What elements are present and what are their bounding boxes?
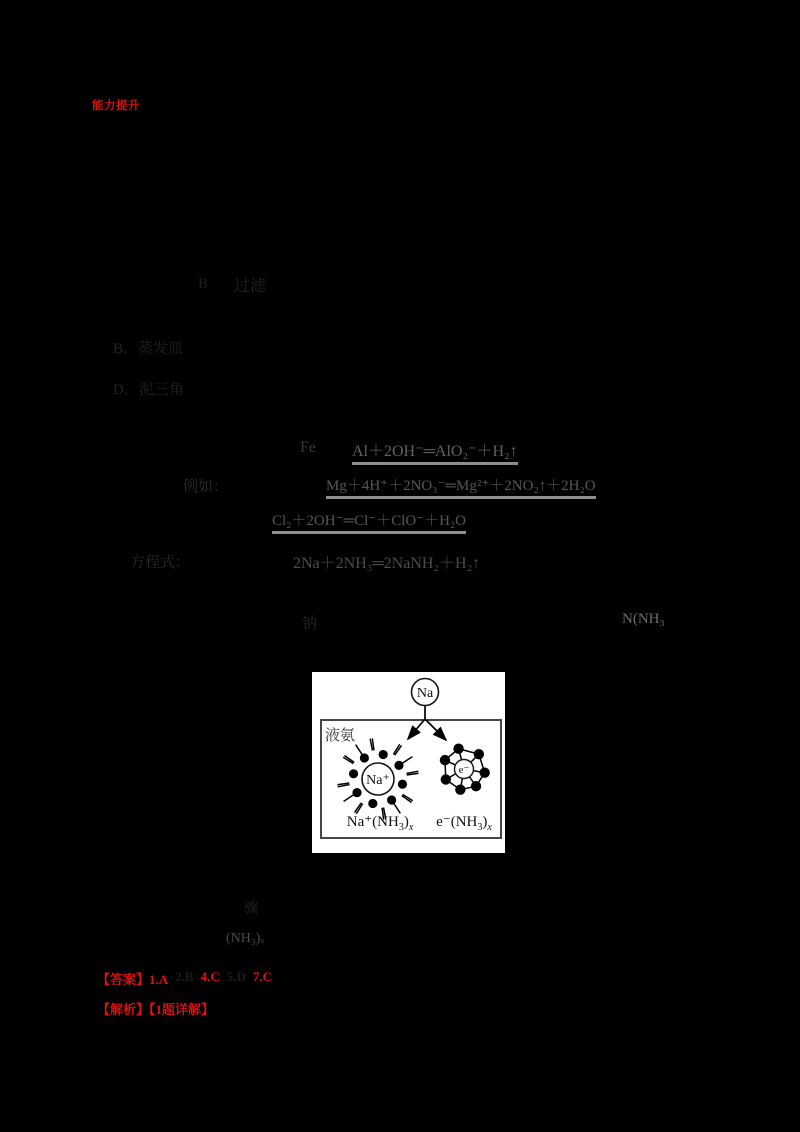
- nh3-molecule-dot: [379, 750, 388, 759]
- answer-key-line: [97, 969, 272, 988]
- faint-option-d: D．泥三角: [113, 382, 184, 398]
- nh3-molecule-dot: [455, 784, 465, 794]
- analysis-line: 【解析】【1题详解】: [97, 1002, 215, 1017]
- sodium-liquid-ammonia-diagram: [312, 672, 505, 853]
- nh3-molecule-dot: [453, 744, 463, 754]
- nh3-molecule-dot: [398, 780, 407, 789]
- nh3-molecule-dot: [440, 755, 450, 765]
- caption-sub: 3: [477, 822, 483, 833]
- nh3-molecule-dot: [394, 761, 403, 770]
- ionic-equation-4: 2Na＋2NH₃═2NaNH₂＋H₂↑: [293, 555, 481, 572]
- cation-caption: [324, 812, 436, 833]
- nh3-molecule-dot: [441, 774, 451, 784]
- faint-label-equation: 方程式：: [130, 555, 191, 571]
- caption-sub-x: x: [487, 822, 492, 833]
- caption-text: e⁻(NH: [436, 814, 478, 830]
- answer-part-hidden: 5.D: [226, 969, 246, 984]
- faint-text-fragment: Fe: [300, 439, 316, 456]
- faint-text-fragment: B: [198, 276, 209, 292]
- nh3-molecule-dot: [352, 788, 361, 797]
- ionic-equation-1: Al＋2OH⁻═AlO₂⁻＋H₂↑: [352, 438, 518, 465]
- electron-caption: [433, 812, 495, 833]
- answer-part-hidden: 2.B: [175, 969, 194, 984]
- nh3-molecule-dot: [368, 799, 377, 808]
- solvent-label: 液氨: [325, 728, 356, 744]
- faint-label-example: 例如：: [183, 479, 229, 495]
- electron-label: e⁻: [458, 764, 470, 776]
- answer-part: 7.C: [252, 969, 272, 984]
- faint-text-fragment: 过滤: [234, 278, 267, 295]
- caption-text: ): [482, 814, 488, 830]
- section-heading: 能力提升: [92, 100, 140, 112]
- nh3-molecule-dot: [387, 795, 396, 804]
- faint-option-b: B．蒸发皿: [113, 341, 184, 357]
- faint-text-fragment: 骤: [244, 902, 258, 917]
- nh3-molecule-dot: [349, 769, 358, 778]
- nh3-molecule-dot: [474, 749, 484, 759]
- faint-formula-fragment: (NH₃)ₓ: [226, 931, 265, 946]
- faint-text-fragment: 钠: [302, 616, 318, 632]
- na-atom-label: Na: [416, 686, 434, 701]
- answer-part: 【答案】1.A: [97, 972, 169, 987]
- answer-part: 4.C: [200, 969, 220, 984]
- caption-text: ): [403, 814, 409, 830]
- nh3-molecule-dot: [479, 767, 489, 777]
- faint-formula-fragment: N(NH₃: [622, 611, 665, 627]
- nh3-molecule-dot: [360, 753, 369, 762]
- ionic-equation-2: Mg＋4H⁺＋2NO₃⁻═Mg²⁺＋2NO₂↑＋2H₂O: [326, 474, 596, 499]
- na-cation-label: Na⁺: [366, 773, 390, 788]
- nh3-molecule-dot: [471, 781, 481, 791]
- ionic-equation-3: Cl₂＋2OH⁻═Cl⁻＋ClO⁻＋H₂O: [272, 509, 466, 534]
- caption-sub-x: x: [408, 822, 414, 833]
- caption-text: Na⁺(NH: [346, 814, 399, 830]
- caption-sub: 3: [398, 822, 404, 833]
